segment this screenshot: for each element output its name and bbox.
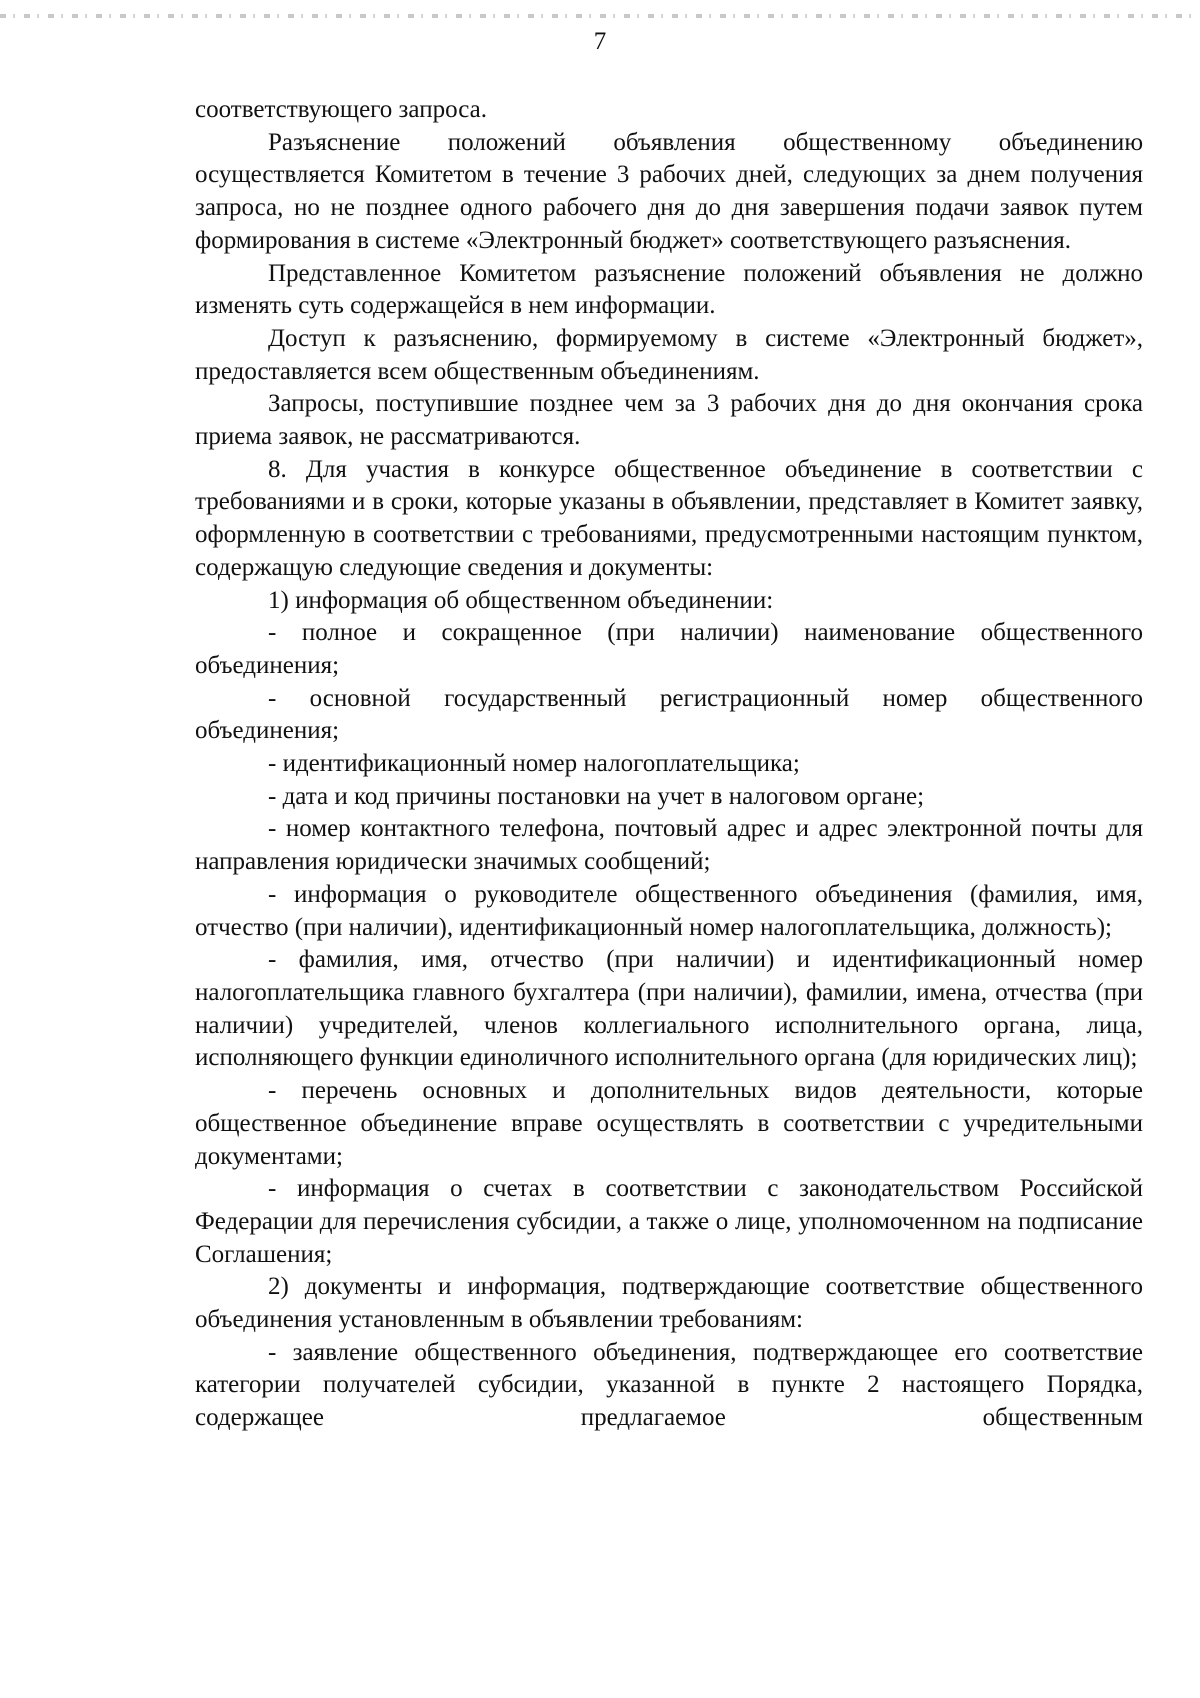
list-item: - полное и сокращенное (при наличии) наименование общественного объединения; [195, 619, 1143, 679]
list-item: - номер контактного телефона, почтовый адрес и адрес электронной почты для направления юридически значимых сообщений; [195, 815, 1143, 876]
paragraph: Доступ к разъяснению, формируемому в системе «Электронный бюджет», предоставляется всем общественным объединениям. [195, 324, 1143, 385]
list-item: - фамилия, имя, отчество (при наличии) и идентификационный номер налогоплательщика главного бухгалтера (при наличии), фамилии, имена, отчества (при наличии) учредителей, членов коллегиального исполнительного органа, лица, исполняющего функции единоличного исполнительного органа (для юридических лиц); [195, 946, 1143, 1072]
list-item: - перечень основных и дополнительных видов деятельности, которые общественное объединение вправе осуществлять в соответствии с учредительными документами; [195, 1077, 1143, 1170]
paragraph: Представленное Комитетом разъяснение положений объявления не должно изменять суть содержащейся в нем информации. [195, 259, 1143, 320]
list-item: - информация о руководителе общественного объединения (фамилия, имя, отчество (при наличии), идентификационный номер налогоплательщика, должность); [195, 880, 1143, 941]
paragraph: 8. Для участия в конкурсе общественное объединение в соответствии с требованиями и в сроки, которые указаны в объявлении, представляет в Комитет заявку, оформленную в соответствии с требованиями, предусмотренными настоящим пунктом, содержащую следующие сведения и документы: [195, 455, 1143, 581]
list-heading: 2) документы и информация, подтверждающие соответствие общественного объединения установленным в объявлении требованиям: [195, 1273, 1143, 1334]
list-heading: 1) информация об общественном объединении: [268, 586, 774, 614]
document-body [195, 94, 1143, 1435]
paragraph: соответствующего запроса. [195, 96, 487, 123]
list-item: - основной государственный регистрационный номер общественного объединения; [195, 684, 1143, 745]
list-item: - информация о счетах в соответствии с законодательством Российской Федерации для перечисления субсидии, а также о лице, уполномоченном на подписание Соглашения; [195, 1175, 1143, 1268]
list-item: - заявление общественного объединения, подтверждающее его соответствие категории получателей субсидии, указанной в пункте 2 настоящего Порядка, содержащее предлагаемое общественным [195, 1338, 1143, 1432]
list-item: - идентификационный номер налогоплательщика; [268, 750, 800, 778]
list-item: - дата и код причины постановки на учет в налоговом органе; [268, 782, 925, 810]
scan-edge-artifact [0, 14, 1200, 18]
paragraph: Разъяснение положений объявления общественному объединению осуществляется Комитетом в течение 3 рабочих дней, следующих за днем получения запроса, но не позднее одного рабочего дня до дня завершения подачи заявок путем формирования в системе «Электронный бюджет» соответствующего разъяснения. [195, 128, 1143, 254]
page-number: 7 [593, 28, 607, 55]
paragraph: Запросы, поступившие позднее чем за 3 рабочих дня до дня окончания срока приема заявок, не рассматриваются. [195, 390, 1143, 451]
